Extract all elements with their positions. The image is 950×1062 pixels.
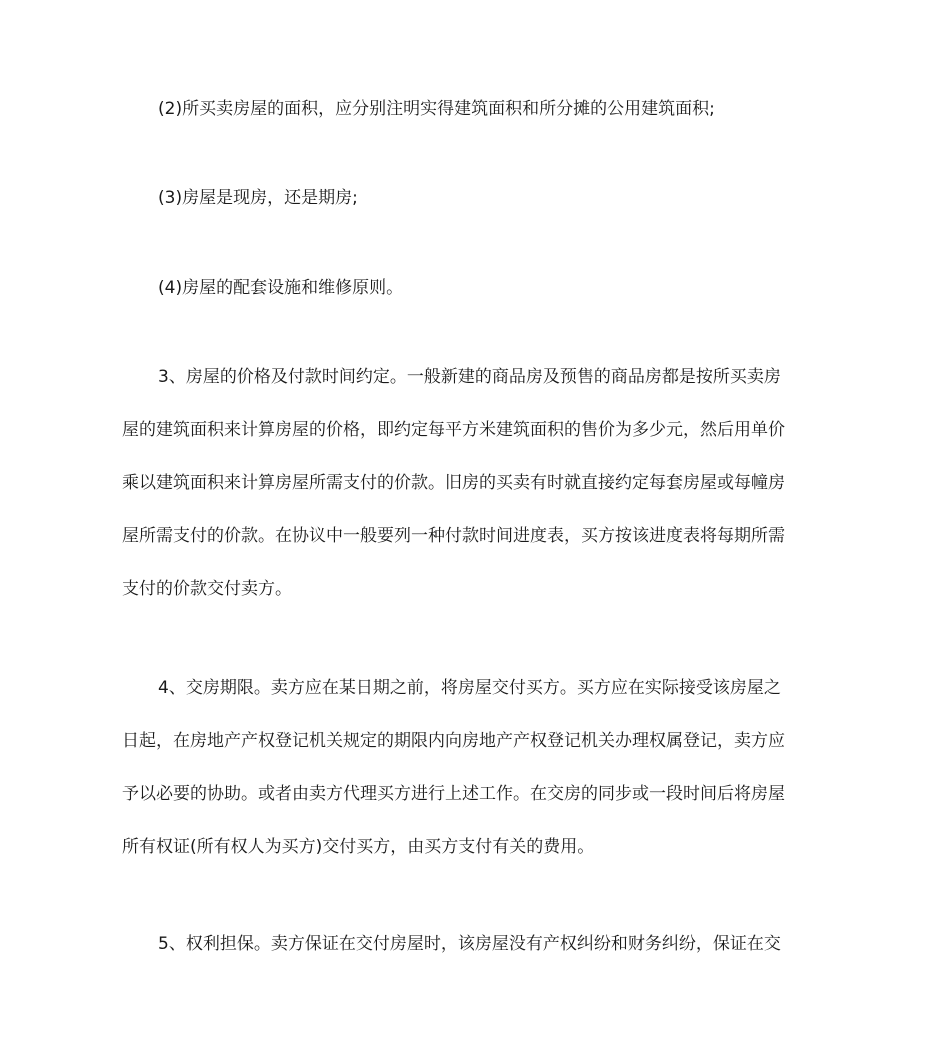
- paragraph-delivery-deadline: [122, 662, 830, 874]
- paragraph-price-payment: [122, 351, 830, 616]
- paragraph-line: 4、交房期限。卖方应在某日期之前，将房屋交付买方。买方应在实际接受该房屋之: [158, 678, 781, 698]
- paragraph-line: 所有权证(所有权人为买方)交付买方，由买方支付有关的费用。: [122, 837, 595, 857]
- paragraph-line: 屋的建筑面积来计算房屋的价格，即约定每平方米建筑面积的售价为多少元，然后用单价: [122, 420, 785, 440]
- paragraph-line: (4)房屋的配套设施和维修原则。: [158, 278, 404, 298]
- paragraph-line: 日起，在房地产产权登记机关规定的期限内向房地产产权登记机关办理权属登记，卖方应: [122, 731, 785, 751]
- paragraph-line: 5、权利担保。卖方保证在交付房屋时，该房屋没有产权纠纷和财务纠纷，保证在交: [158, 934, 781, 954]
- paragraph-facilities: [122, 262, 830, 315]
- paragraph-area-clause: [122, 83, 830, 136]
- paragraph-title-guarantee: [122, 918, 830, 971]
- paragraph-property-status: [122, 172, 830, 225]
- paragraph-line: 屋所需支付的价款。在协议中一般要列一种付款时间进度表，买方按该进度表将每期所需: [122, 526, 785, 546]
- paragraph-line: (3)房屋是现房，还是期房;: [158, 188, 358, 208]
- paragraph-line: 支付的价款交付卖方。: [122, 579, 292, 599]
- paragraph-line: 予以必要的协助。或者由卖方代理买方进行上述工作。在交房的同步或一段时间后将房屋: [122, 784, 785, 804]
- paragraph-line: 3、房屋的价格及付款时间约定。一般新建的商品房及预售的商品房都是按所买卖房: [158, 367, 781, 387]
- paragraph-line: (2)所买卖房屋的面积，应分别注明实得建筑面积和所分摊的公用建筑面积;: [158, 99, 715, 119]
- paragraph-line: 乘以建筑面积来计算房屋所需支付的价款。旧房的买卖有时就直接约定每套房屋或每幢房: [122, 473, 785, 493]
